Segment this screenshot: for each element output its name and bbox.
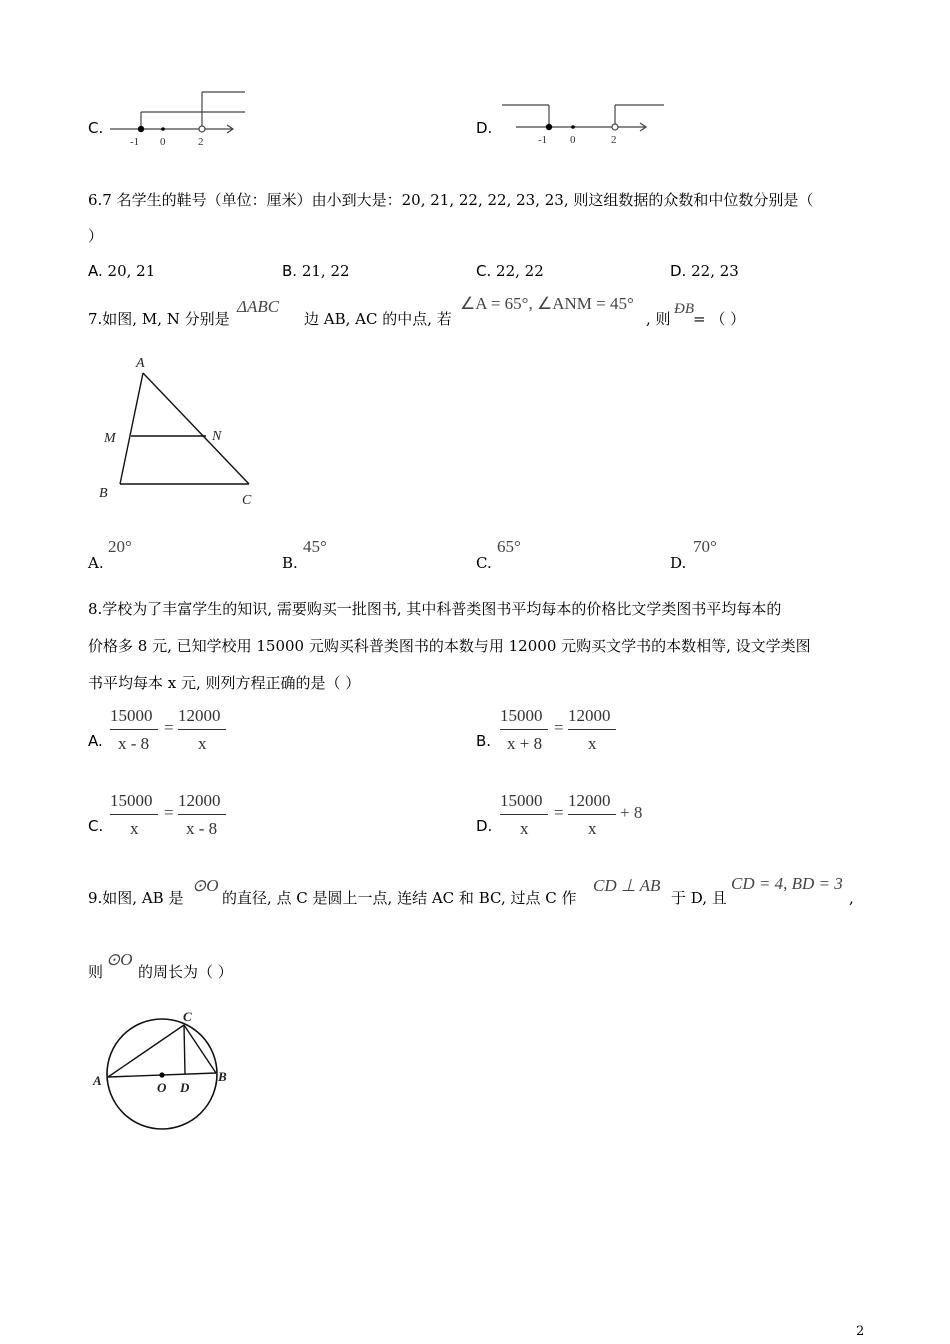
q5-option-d-number-line (498, 96, 668, 150)
q7-middle: 边 AB, AC 的中点, 若 (304, 310, 452, 328)
q8-question-line-3: 书平均每本 x 元, 则列方程正确的是（ ） (88, 674, 361, 692)
tick-label: 0 (570, 134, 576, 146)
q7-prefix: 7.如图, M, N 分别是 (88, 310, 230, 328)
numerator: 15000 (110, 791, 153, 810)
tick-label: -1 (130, 136, 140, 148)
q9-middle-2: 于 D, 且 (671, 889, 727, 907)
q6-option-d[interactable] (670, 261, 739, 281)
point-label-c: C (183, 1009, 192, 1024)
q6-question-line-2: ） (88, 227, 104, 245)
q6-option-a[interactable] (88, 261, 155, 281)
tick-label: 2 (611, 134, 617, 146)
q9-circle-o-2: ⊙O (106, 950, 133, 969)
numerator: 12000 (568, 706, 611, 725)
q9-comma: , (849, 889, 854, 907)
q6-question-line-1: 6.7 名学生的鞋号（单位：厘米）由小到大是：20, 21, 22, 22, 23, 23, 则这组数据的众数和中位数分别是（ (88, 191, 814, 209)
denominator: x - 8 (118, 734, 150, 753)
option-value: 20° (108, 537, 132, 556)
point-label-b: B (218, 1069, 227, 1084)
option-label: B. (476, 732, 492, 750)
tick-label: -1 (538, 134, 548, 146)
tick-label: 0 (160, 136, 166, 148)
numerator: 15000 (110, 706, 153, 725)
equals-sign: = (164, 803, 174, 822)
option-value: 45° (303, 537, 327, 556)
q9-prefix: 9.如图, AB 是 (88, 889, 184, 907)
q9-lengths: CD = 4, BD = 3 (731, 874, 843, 893)
option-label: D. (670, 554, 687, 572)
plus-eight: + 8 (620, 803, 643, 822)
numerator: 12000 (568, 791, 611, 810)
option-label: C. (476, 554, 492, 572)
page-number: 2 (856, 1324, 865, 1339)
q6-option-c[interactable] (476, 261, 544, 281)
q9-line2-post: 的周长为（ ） (138, 963, 233, 981)
option-text: 20, 21 (107, 262, 156, 280)
option-value: 65° (497, 537, 521, 556)
q9-circle-figure (88, 1005, 238, 1137)
numerator: 12000 (178, 706, 221, 725)
q7-option-a[interactable] (88, 537, 238, 571)
denominator: x - 8 (186, 819, 218, 838)
denominator: x (520, 819, 529, 838)
q9-perpendicular: CD ⊥ AB (593, 876, 661, 895)
equals-sign: = (554, 718, 564, 737)
q8-option-c[interactable] (88, 791, 248, 841)
vertex-label-c: C (242, 493, 252, 508)
q8-option-a[interactable] (88, 706, 248, 756)
vertex-label-m: M (104, 431, 116, 446)
denominator: x (130, 819, 139, 838)
q5-option-c-label: C. (88, 119, 104, 137)
option-label: A. (88, 732, 103, 750)
equals-sign: = (164, 718, 174, 737)
q7-suffix-pre: , 则 (646, 310, 671, 328)
tick-label: 2 (198, 136, 204, 148)
option-label: D. (670, 262, 687, 280)
option-text: 21, 22 (301, 262, 350, 280)
q7-option-b[interactable] (282, 537, 432, 571)
q7-triangle-figure (95, 352, 260, 510)
point-label-a: A (93, 1073, 102, 1088)
q6-option-b[interactable] (282, 261, 350, 281)
option-label: C. (88, 817, 104, 835)
option-label: B. (282, 262, 298, 280)
q5-option-c-number-line (105, 88, 250, 150)
q9-line2-pre: 则 (88, 963, 104, 981)
q7-suffix-post: = （ ） (693, 310, 746, 328)
q9-circle-o: ⊙O (192, 876, 219, 895)
point-label-d: D (180, 1080, 190, 1095)
q5-option-d-label: D. (476, 119, 493, 137)
option-label: D. (476, 817, 493, 835)
q9-middle: 的直径, 点 C 是圆上一点, 连结 AC 和 BC, 过点 C 作 (222, 889, 577, 907)
vertex-label-a: A (136, 356, 145, 371)
option-text: 22, 22 (496, 262, 544, 280)
q8-option-d[interactable] (476, 791, 676, 841)
option-label: B. (282, 554, 298, 572)
option-label: C. (476, 262, 492, 280)
numerator: 15000 (500, 791, 543, 810)
q7-option-c[interactable] (476, 537, 626, 571)
option-text: 22, 23 (691, 262, 739, 280)
q7-option-d[interactable] (670, 537, 820, 571)
vertex-label-b: B (99, 486, 108, 501)
q8-option-b[interactable] (476, 706, 636, 756)
vertex-label-n: N (212, 429, 222, 444)
numerator: 12000 (178, 791, 221, 810)
denominator: x + 8 (507, 734, 543, 753)
denominator: x (588, 819, 597, 838)
q7-angle-b: ÐB (674, 301, 694, 317)
q8-question-line-1: 8.学校为了丰富学生的知识, 需要购买一批图书, 其中科普类图书平均每本的价格比文学类图书平均每本的 (88, 600, 782, 618)
option-label: A. (88, 262, 103, 280)
option-label: A. (88, 554, 104, 572)
point-label-o: O (157, 1080, 167, 1095)
denominator: x (588, 734, 597, 753)
equals-sign: = (554, 803, 564, 822)
option-value: 70° (693, 537, 717, 556)
q7-condition: ∠A = 65°, ∠ANM = 45° (460, 294, 634, 313)
q8-question-line-2: 价格多 8 元, 已知学校用 15000 元购买科普类图书的本数与用 12000 元购买文学书的本数相等, 设文学类图 (88, 637, 811, 655)
denominator: x (198, 734, 207, 753)
q7-triangle: ΔABC (237, 297, 280, 316)
numerator: 15000 (500, 706, 543, 725)
